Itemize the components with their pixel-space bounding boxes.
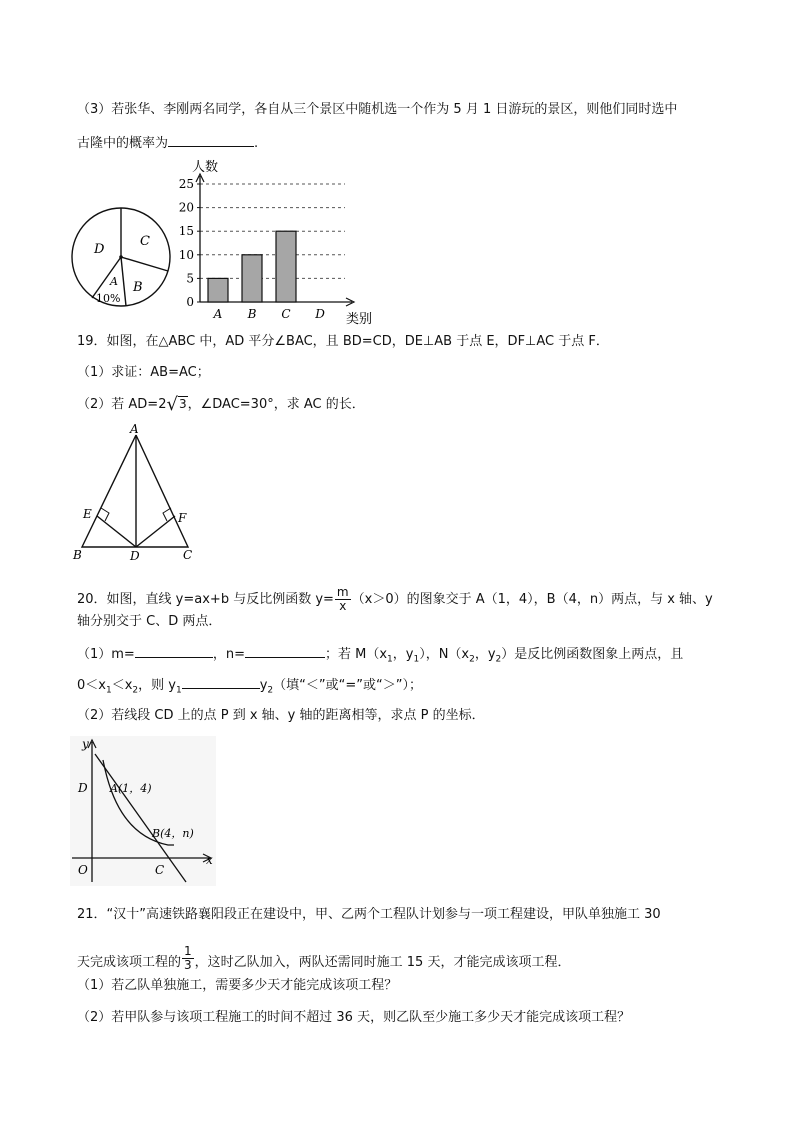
x-tick-label: A bbox=[213, 307, 223, 321]
q18-part3-line2 bbox=[77, 134, 258, 153]
y-tick-label: 20 bbox=[178, 200, 194, 215]
q18-part3-line1: （3）若张华、李刚两名同学，各自从三个景区中随机选一个作为 5 月 1 日游玩的景区，则他们同时选中 bbox=[77, 102, 678, 117]
bar-chart bbox=[170, 158, 380, 328]
q20-stem-text: 20．如图，直线 y=ax+b 与反比例函数 y= bbox=[77, 592, 334, 607]
bar-chart-xlabel: 类别 bbox=[346, 312, 373, 327]
q21-line2-text: 天完成该项工程的 bbox=[77, 955, 182, 970]
q20-part1 bbox=[77, 645, 683, 669]
q20-ineq-e: （填“＜”或“=”或“＞”）； bbox=[273, 678, 422, 693]
segment-de bbox=[97, 516, 136, 547]
q20-stem-line2: 轴分别交于 C、D 两点． bbox=[77, 614, 222, 629]
right-angle-f bbox=[163, 508, 171, 521]
q20-part1-mid: ；若 M（x bbox=[324, 647, 388, 662]
pie-center bbox=[119, 255, 123, 259]
subscript: 2 bbox=[495, 654, 502, 665]
y-tick-label: 5 bbox=[186, 271, 194, 286]
pie-label-a: A bbox=[110, 275, 118, 288]
label-a: A(1，4) bbox=[110, 782, 152, 795]
subscript: 2 bbox=[267, 685, 274, 696]
q20-ineq-b: ＜x bbox=[111, 678, 133, 693]
q19-part2 bbox=[77, 395, 365, 414]
subscript: 2 bbox=[469, 654, 475, 665]
answer-blank-n bbox=[245, 645, 325, 658]
bar-b bbox=[242, 255, 262, 302]
right-angle-e bbox=[101, 508, 109, 521]
fraction-numerator: 1 bbox=[184, 944, 192, 958]
q19-stem: 19．如图，在△ABC 中，AD 平分∠BAC，且 BD=CD，DE⊥AB 于点 E，DF⊥AC 于点 F． bbox=[77, 334, 609, 349]
pie-label-percent: 10% bbox=[96, 292, 121, 305]
q20-part1-mid3: ），N（x bbox=[419, 647, 470, 662]
q21-stem: 21．“汉十”高速铁路襄阳段正在建设中，甲、乙两个工程队计划参与一项工程建设，甲队单独施工 30 bbox=[77, 907, 661, 922]
pie-label-c: C bbox=[140, 234, 150, 249]
x-tick-label: C bbox=[281, 307, 291, 321]
q20-part1-n: ，n= bbox=[212, 647, 245, 662]
q20-part1-mid2: ，y bbox=[392, 647, 414, 662]
q19-part2-rest: ，∠DAC=30°，求 AC 的长． bbox=[187, 397, 365, 412]
q21-line2 bbox=[77, 945, 570, 972]
fraction-one-third bbox=[182, 945, 194, 972]
label-x: x bbox=[206, 853, 213, 867]
triangle-figure bbox=[70, 422, 202, 562]
q20-part1-m: （1）m= bbox=[77, 647, 135, 662]
y-tick-label: 0 bbox=[186, 295, 194, 309]
subscript: 1 bbox=[413, 654, 420, 665]
label-b: B(4，n) bbox=[152, 827, 194, 840]
q21-part2: （2）若甲队参与该项工程施工的时间不超过 36 天，则乙队至少施工多少天才能完成该项工程？ bbox=[77, 1010, 631, 1025]
q21-part1: （1）若乙队单独施工，需要多少天才能完成该项工程？ bbox=[77, 978, 398, 993]
q21-line2-rest: ，这时乙队加入，两队还需同时施工 15 天，才能完成该项工程． bbox=[194, 955, 571, 970]
label-c: C bbox=[183, 548, 193, 562]
q20-ineq-c: ，则 y bbox=[138, 678, 176, 693]
label-b: B bbox=[73, 548, 82, 562]
q20-ineq-d: y bbox=[259, 678, 268, 693]
q20-part1-end: ）是反比例函数图象上两点，且 bbox=[501, 647, 684, 662]
q20-ineq-a: 0＜x bbox=[77, 678, 106, 693]
triangle-abc bbox=[82, 435, 188, 547]
coordinate-figure bbox=[70, 736, 218, 888]
label-f: F bbox=[178, 511, 187, 525]
fraction-m-over-x bbox=[335, 586, 351, 613]
q20-part1-mid4: ，y bbox=[474, 647, 496, 662]
answer-blank bbox=[168, 134, 254, 147]
pie-label-d: D bbox=[94, 242, 105, 257]
x-tick-label: D bbox=[315, 307, 325, 321]
y-tick-label: 25 bbox=[178, 177, 194, 191]
q18-period: . bbox=[254, 136, 259, 151]
q19-part1: （1）求证：AB=AC； bbox=[77, 365, 210, 380]
sqrt-value: 3 bbox=[178, 397, 187, 411]
label-y: y bbox=[82, 737, 89, 751]
q20-part1-line2 bbox=[77, 676, 422, 700]
subscript: 1 bbox=[105, 685, 112, 696]
q20-stem bbox=[77, 586, 713, 613]
answer-blank-compare bbox=[182, 676, 260, 689]
answer-blank-m bbox=[135, 645, 213, 658]
label-o: O bbox=[78, 863, 88, 877]
label-e: E bbox=[83, 507, 92, 521]
y-tick-label: 10 bbox=[178, 247, 194, 262]
y-tick-label: 15 bbox=[178, 224, 194, 239]
sqrt-expression: √3 bbox=[166, 394, 187, 415]
q18-part3-text: 古隆中的概率为 bbox=[77, 136, 169, 151]
x-tick-label: B bbox=[247, 307, 257, 321]
label-a: A bbox=[130, 422, 139, 436]
subscript: 2 bbox=[132, 685, 139, 696]
label-d: D bbox=[78, 781, 88, 795]
segment-df bbox=[136, 516, 175, 547]
subscript: 1 bbox=[175, 685, 182, 696]
label-c: C bbox=[155, 863, 165, 877]
pie-label-b: B bbox=[133, 280, 143, 295]
bar-chart-ylabel: 人数 bbox=[192, 160, 219, 175]
fraction-denominator: 3 bbox=[184, 958, 192, 972]
label-d: D bbox=[130, 549, 140, 562]
subscript: 1 bbox=[387, 654, 393, 665]
fraction-denominator: x bbox=[339, 599, 347, 613]
bar-a bbox=[208, 278, 228, 302]
q20-part2: （2）若线段 CD 上的点 P 到 x 轴、y 轴的距离相等，求点 P 的坐标． bbox=[77, 708, 485, 723]
q20-stem-rest: （x＞0）的图象交于 A（1，4），B（4，n）两点，与 x 轴、y bbox=[351, 592, 713, 607]
pie-chart bbox=[70, 205, 172, 309]
fraction-numerator: m bbox=[336, 585, 349, 599]
q19-part2-text: （2）若 AD=2 bbox=[77, 397, 167, 412]
bar-c bbox=[276, 231, 296, 302]
